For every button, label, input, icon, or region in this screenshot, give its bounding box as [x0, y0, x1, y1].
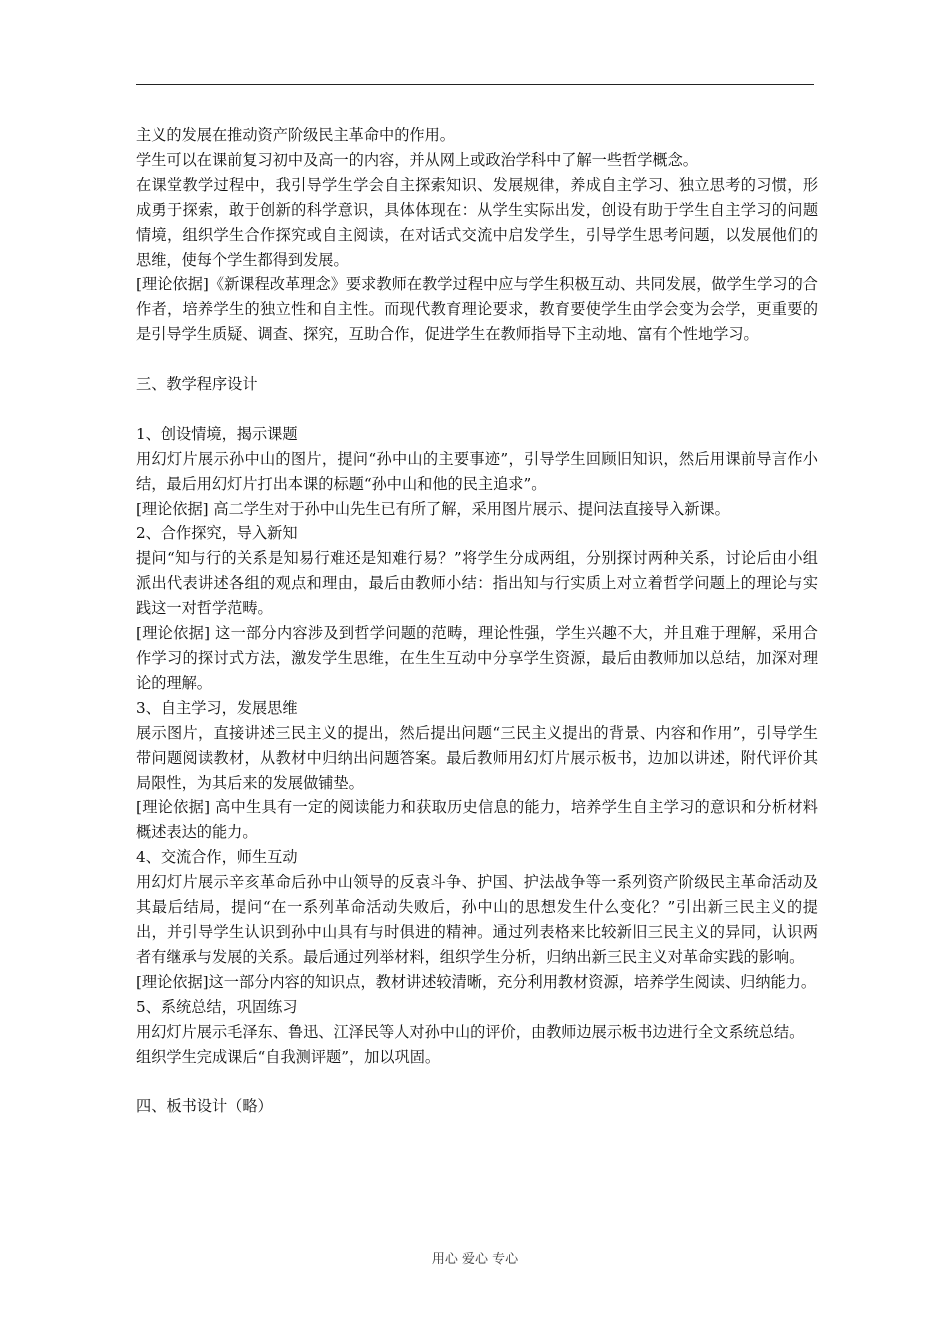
paragraph: 4、交流合作，师生互动: [136, 848, 298, 867]
paragraph: [理论依据]《新课程改革理念》要求教师在教学过程中应与学生积极互动、共同发展，做学生学习的合作者，培养学生的独立性和自主性。而现代教育理论要求，教育要使学生由学会变为会学，更重要的是引导学生质疑、调查、探究，互助合作，促进学生在教师指导下主动地、富有个性地学习。: [136, 275, 818, 344]
blank-line: [136, 397, 818, 422]
paragraph: 1、创设情境，揭示课题: [136, 424, 298, 443]
paragraph: 用幻灯片展示孙中山的图片，提问“孙中山的主要事迹”，引导学生回顾旧知识，然后用课前导言作小结，最后用幻灯片打出本课的标题“孙中山和他的民主追求”。: [136, 449, 818, 493]
paragraph: 提问“知与行的关系是知易行难还是知难行易？”将学生分成两组，分别探讨两种关系，讨论后由小组派出代表讲述各组的观点和理由，最后由教师小结：指出知与行实质上对立着哲学问题上的理论与实践这一对哲学范畴。: [136, 549, 818, 618]
paragraph: 组织学生完成课后“自我测评题”，加以巩固。: [136, 1047, 441, 1066]
paragraph: [理论依据] 这一部分内容涉及到哲学问题的范畴，理论性强，学生兴趣不大，并且难于理解，采用合作学习的探讨式方法，激发学生思维，在生生互动中分享学生资源，最后由教师加以总结，加深对理论的理解。: [136, 624, 818, 692]
paragraph: 用幻灯片展示辛亥革命后孙中山领导的反袁斗争、护国、护法战争等一系列资产阶级民主革命活动及其最后结局，提问“在一系列革命活动失败后，孙中山的思想发生什么变化？”引出新三民主义的提出，并引导学生认识到孙中山具有与时俱进的精神。通过列表格来比较新旧三民主义的异同，认识两者有继承与发展的关系。最后通过列举材料，组织学生分析，归纳出新三民主义对革命实践的影响。: [136, 873, 818, 966]
paragraph: 主义的发展在推动资产阶级民主革命中的作用。: [136, 126, 455, 144]
paragraph: 三、教学程序设计: [136, 375, 258, 394]
paragraph: [理论依据]这一部分内容的知识点，教材讲述较清晰，充分利用教材资源，培养学生阅读、归纳能力。: [136, 972, 817, 991]
document-body: [136, 123, 818, 1119]
paragraph: 学生可以在课前复习初中及高一的内容，并从网上或政治学科中了解一些哲学概念。: [136, 150, 698, 169]
paragraph: 2、合作探究，导入新知: [136, 524, 298, 543]
paragraph: 展示图片，直接讲述三民主义的提出，然后提出问题“三民主义提出的背景、内容和作用”，引导学生带问题阅读教材，从教材中归纳出问题答案。最后教师用幻灯片展示板书，边加以讲述，附代评价其局限性，为其后来的发展做铺垫。: [136, 723, 818, 792]
paragraph: 3、自主学习，发展思维: [136, 698, 298, 717]
paragraph: [理论依据] 高中生具有一定的阅读能力和获取历史信息的能力，培养学生自主学习的意识和分析材料概述表达的能力。: [136, 798, 818, 842]
paragraph: 5、系统总结，巩固练习: [136, 997, 298, 1016]
blank-line: [136, 347, 818, 372]
paragraph: 四、板书设计（略）: [136, 1097, 273, 1116]
paragraph: 在课堂教学过程中，我引导学生学会自主探索知识、发展规律，养成自主学习、独立思考的习惯，形成勇于探索，敢于创新的科学意识，具体体现在：从学生实际出发，创设有助于学生自主学习的问题情境，组织学生合作探究或自主阅读，在对话式交流中启发学生，引导学生思考问题，以发展他们的思维，使每个学生都得到发展。: [136, 175, 818, 269]
page-footer: 用心 爱心 专心: [431, 1252, 519, 1267]
header-rule: [136, 84, 814, 85]
paragraph: [理论依据] 高二学生对于孙中山先生已有所了解，采用图片展示、提问法直接导入新课。: [136, 499, 730, 518]
blank-line: [136, 1069, 818, 1094]
paragraph: 用幻灯片展示毛泽东、鲁迅、江泽民等人对孙中山的评价，由教师边展示板书边进行全文系统总结。: [136, 1022, 805, 1041]
